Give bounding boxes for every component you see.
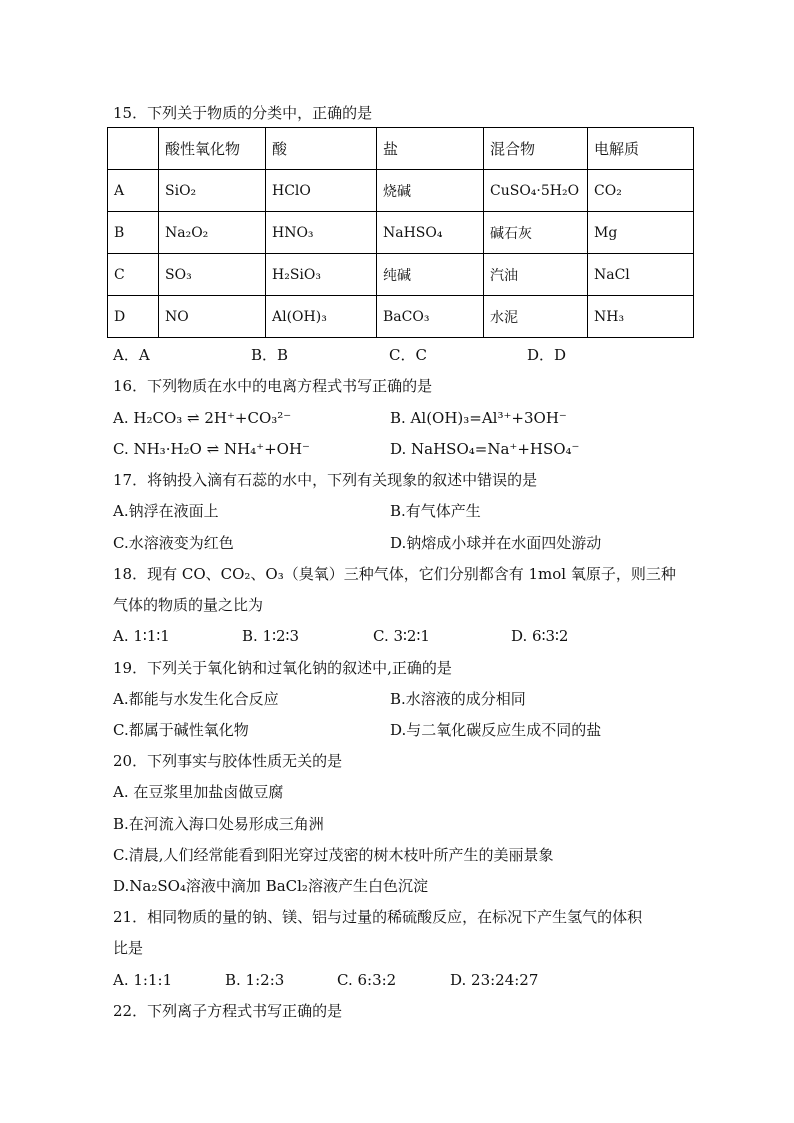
header-cell: 盐	[377, 128, 484, 170]
option-d: D. 23:24:27	[450, 971, 539, 989]
table-cell: H₂SiO₃	[266, 254, 377, 296]
table-cell: B	[108, 212, 159, 254]
option-d: D. NaHSO₄=Na⁺+HSO₄⁻	[390, 440, 580, 458]
table-cell: SO₃	[159, 254, 266, 296]
table-cell: HNO₃	[266, 212, 377, 254]
table-cell: CO₂	[588, 170, 694, 212]
table-cell: CuSO₄·5H₂O	[484, 170, 588, 212]
option-b: B．B	[251, 346, 289, 364]
option-a: A.钠浮在液面上	[113, 502, 219, 520]
table-cell: 碱石灰	[484, 212, 588, 254]
option-c: C.清晨,人们经常能看到阳光穿过茂密的树木枝叶所产生的美丽景象	[113, 846, 554, 864]
option-c: C. 6:3:2	[337, 971, 397, 989]
table-cell: NO	[159, 296, 266, 338]
q18-stem-line2: 气体的物质的量之比为	[113, 596, 264, 614]
q17-stem: 17．将钠投入滴有石蕊的水中，下列有关现象的叙述中错误的是	[113, 471, 538, 489]
q21-stem-line2: 比是	[113, 939, 144, 957]
option-b: B.有气体产生	[390, 502, 481, 520]
header-cell	[108, 128, 159, 170]
option-c: C．C	[389, 346, 427, 364]
table-cell: HClO	[266, 170, 377, 212]
table-cell: C	[108, 254, 159, 296]
option-c: C.都属于碱性氧化物	[113, 721, 249, 739]
table-cell: 烧碱	[377, 170, 484, 212]
q22-stem: 22．下列离子方程式书写正确的是	[113, 1002, 343, 1020]
q15-stem: 15．下列关于物质的分类中，正确的是	[113, 104, 373, 122]
table-cell: Mg	[588, 212, 694, 254]
option-b: B. Al(OH)₃=Al³⁺+3OH⁻	[390, 409, 567, 427]
option-a: A. 在豆浆里加盐卤做豆腐	[113, 783, 284, 801]
table-cell: SiO₂	[159, 170, 266, 212]
option-a: A．A	[113, 346, 150, 364]
header-cell: 混合物	[484, 128, 588, 170]
option-a: A.都能与水发生化合反应	[113, 690, 279, 708]
q18-stem-line1: 18．现有 CO、CO₂、O₃（臭氧）三种气体，它们分别都含有 1mol 氧原子，则三种	[113, 565, 676, 583]
option-b: B.水溶液的成分相同	[390, 690, 526, 708]
option-b: B.在河流入海口处易形成三角洲	[113, 815, 324, 833]
table-cell: Na₂O₂	[159, 212, 266, 254]
table-cell: Al(OH)₃	[266, 296, 377, 338]
option-d: D. 6∶3∶2	[511, 627, 569, 645]
option-a: A. H₂CO₃ ⇌ 2H⁺+CO₃²⁻	[113, 409, 292, 427]
option-c: C. NH₃·H₂O ⇌ NH₄⁺+OH⁻	[113, 440, 310, 458]
q16-row1	[113, 408, 291, 428]
table-cell: 纯碱	[377, 254, 484, 296]
table-cell: NaHSO₄	[377, 212, 484, 254]
q21-stem-line1: 21．相同物质的量的钠、镁、铝与过量的稀硫酸反应，在标况下产生氢气的体积	[113, 908, 643, 926]
table-cell: 水泥	[484, 296, 588, 338]
option-d: D.钠熔成小球并在水面四处游动	[390, 534, 602, 552]
table-cell: NH₃	[588, 296, 694, 338]
header-cell: 酸	[266, 128, 377, 170]
header-cell: 电解质	[588, 128, 694, 170]
table-row	[108, 170, 694, 212]
table-cell: 汽油	[484, 254, 588, 296]
option-a: A. 1:1:1	[113, 971, 173, 989]
option-c: C. 3∶2∶1	[373, 627, 430, 645]
table-row	[108, 296, 694, 338]
classification-table	[107, 127, 694, 338]
option-b: B. 1∶2∶3	[242, 627, 299, 645]
table-cell: BaCO₃	[377, 296, 484, 338]
table-header-row	[108, 128, 694, 170]
option-d: D．D	[527, 346, 567, 364]
table-row	[108, 212, 694, 254]
header-cell: 酸性氧化物	[159, 128, 266, 170]
q16-stem: 16．下列物质在水中的电离方程式书写正确的是	[113, 377, 433, 395]
table-cell: NaCl	[588, 254, 694, 296]
q20-stem: 20．下列事实与胶体性质无关的是	[113, 752, 343, 770]
option-b: B. 1:2:3	[225, 971, 285, 989]
table-row	[108, 254, 694, 296]
option-d: D.与二氧化碳反应生成不同的盐	[390, 721, 602, 739]
table-cell: A	[108, 170, 159, 212]
option-a: A. 1∶1∶1	[113, 627, 170, 645]
option-d: D.Na₂SO₄溶液中滴加 BaCl₂溶液产生白色沉淀	[113, 877, 428, 895]
option-c: C.水溶液变为红色	[113, 534, 234, 552]
table-cell: D	[108, 296, 159, 338]
q19-stem: 19．下列关于氧化钠和过氧化钠的叙述中,正确的是	[113, 659, 452, 677]
